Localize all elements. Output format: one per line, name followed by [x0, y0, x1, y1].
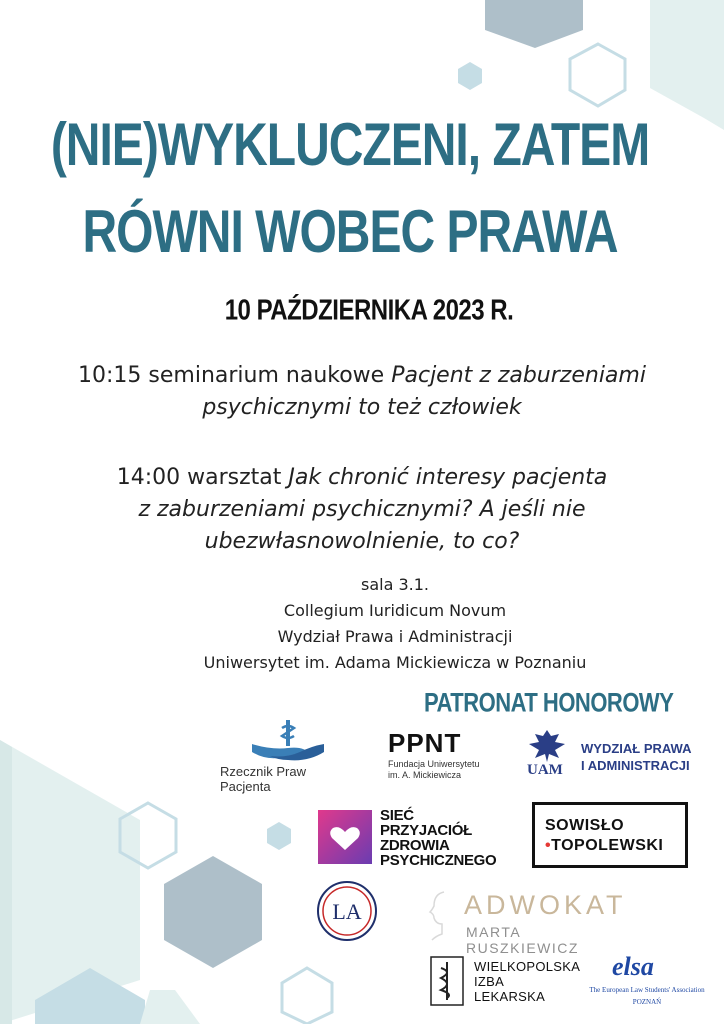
session-1-title-b: psychicznymi to też człowiek: [202, 395, 522, 420]
session-2-title-c: ubezwłasnowolnienie, to co?: [204, 529, 520, 554]
ppnt-logo: [388, 728, 480, 781]
rpp-logo: [220, 716, 360, 794]
patronat-heading: PATRONAT HONOROWY: [424, 687, 674, 718]
ppnt-name: PPNT: [388, 728, 462, 758]
session-2-title-a: Jak chronić interesy pacjenta: [288, 465, 608, 490]
elsa-line2: POZNAŃ: [632, 998, 662, 1006]
venue-room: sala 3.1.: [360, 575, 429, 594]
uam-mark: UAM: [527, 762, 563, 778]
la-seal-icon: [316, 880, 378, 942]
wil-line3: LEKARSKA: [474, 989, 546, 1004]
elsa-logo: [582, 952, 712, 1016]
session-2-title-b: z zaburzeniami psychicznymi? A jeśli nie: [138, 497, 586, 522]
sowislo-line2: TOPOLEWSKI: [551, 837, 664, 854]
caduceus-icon: [430, 956, 464, 1006]
rpp-name: Rzecznik Praw Pacjenta: [220, 764, 306, 794]
sowislo-logo: [532, 802, 688, 868]
session-1-time: 10:15 seminarium naukowe: [78, 363, 392, 388]
uam-line1: WYDZIAŁ PRAWA: [581, 741, 692, 756]
wil-line2: IZBA: [474, 974, 505, 989]
elsa-name: elsa: [612, 952, 654, 981]
event-date: 10 PAŹDZIERNIKA 2023 R.: [224, 294, 514, 327]
adwokat-line2: MARTA RUSZKIEWICZ: [466, 924, 579, 956]
seal-logo: [316, 880, 378, 946]
session-2: [0, 462, 724, 558]
session-1-title-a: Pacjent z zaburzeniami: [391, 363, 646, 388]
adwokat-line1: ADWOKAT: [464, 890, 627, 920]
siec-line2: PRZYJACIÓŁ: [380, 822, 473, 839]
uam-line2: I ADMINISTRACJI: [581, 758, 690, 773]
uam-logo: [525, 728, 715, 784]
venue-building: Collegium Iuridicum Novum: [283, 601, 507, 620]
page-title-line1: (NIE)WYKLUCZENI, ZATEM: [50, 112, 650, 179]
heart-hands-icon: [318, 810, 372, 864]
profile-silhouette-icon: [426, 890, 456, 942]
adwokat-logo: [426, 888, 627, 956]
svg-text:LA: LA: [332, 899, 362, 924]
siec-line3: ZDROWIA: [380, 837, 450, 854]
ppnt-line2: im. A. Mickiewicza: [388, 770, 462, 780]
venue-faculty: Wydział Prawa i Administracji: [277, 627, 513, 646]
session-2-time: 14:00 warsztat: [116, 465, 289, 490]
siec-line4: PSYCHICZNEGO: [380, 852, 497, 869]
red-dot-icon: •: [545, 837, 552, 854]
wil-logo: [430, 956, 580, 1012]
ppnt-line1: Fundacja Uniwersytetu: [388, 759, 480, 769]
siec-line1: SIEĆ: [380, 807, 414, 824]
session-1: [0, 360, 724, 424]
venue-block: [0, 572, 724, 676]
sowislo-line1: SOWISŁO: [545, 817, 625, 834]
elsa-line1: The European Law Students' Association: [589, 986, 705, 994]
wil-line1: WIELKOPOLSKA: [474, 959, 581, 974]
venue-university: Uniwersytet im. Adama Mickiewicza w Poznaniu: [203, 653, 587, 672]
page-title-line2: RÓWNI WOBEC PRAWA: [82, 199, 618, 266]
rpp-hands-icon: [248, 716, 328, 764]
siec-logo: [318, 807, 518, 869]
